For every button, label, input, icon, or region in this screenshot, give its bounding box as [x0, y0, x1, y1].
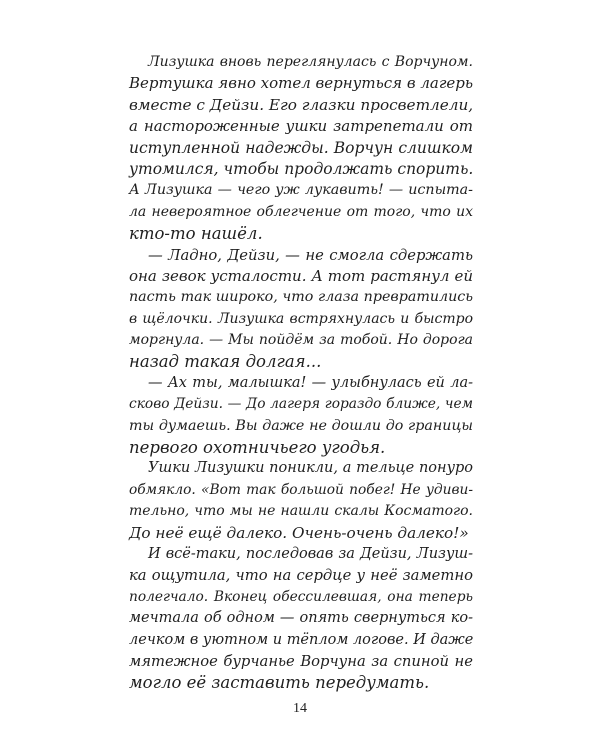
paragraph-5-line-2: ка ощутила, что на сердце у неё заметно [129, 567, 473, 585]
paragraph-3-line-3: ты думаешь. Вы даже не дошли до границы [129, 417, 473, 434]
paragraph-5-line-5: лечком в уютном и тёплом логове. И даже [129, 631, 474, 648]
paragraph-2-line-5: моргнула. — Мы пойдём за тобой. Но дорога [129, 332, 473, 349]
paragraph-1-line-2: Вертушка явно хотел вернуться в лагерь [129, 74, 474, 93]
paragraph-2-line-4: в щёлочки. Лизушка встряхнулась и быстро [129, 310, 473, 327]
page-number: 14 [293, 701, 307, 716]
paragraph-4-line-1: Ушки Лизушки поникли, а тельце понуро [148, 460, 473, 477]
paragraph-5-line-7: могло её заставить передумать. [129, 673, 430, 693]
paragraph-1-line-5: иступленной надежды. Ворчун слишком [129, 138, 473, 157]
paragraph-4-line-2: обмякло. «Вот так большой побег! Не удиви- [129, 481, 473, 498]
paragraph-3-line-2: сково Дейзи. — До лагеря гораздо ближе, чем [129, 396, 473, 413]
paragraph-1-line-9: кто-то нашёл. [129, 224, 263, 244]
paragraph-1-line-4: а настороженные ушки затрепетали от [129, 117, 473, 136]
paragraph-1-line-3: вместе с Дейзи. Его глазки просветлели, [129, 95, 474, 114]
paragraph-4-line-3: тельно, что мы не нашли скалы Косматого. [129, 503, 473, 520]
paragraph-1-line-6: утомился, чтобы продолжать спорить. [129, 159, 474, 178]
paragraph-3-line-1: — Ах ты, малышка! — улыбнулась ей ла- [148, 374, 473, 391]
paragraph-1-line-8: ла невероятное облегчение от того, что их [129, 203, 473, 220]
paragraph-2-line-2: она зевок усталости. А тот растянул ей [129, 266, 473, 285]
paragraph-5-line-3: полегчало. Вконец обессилевшая, она теперь [129, 588, 473, 605]
paragraph-2-line-6: назад такая долгая... [129, 352, 322, 372]
paragraph-5-line-1: И всё-таки, последовав за Дейзи, Лизуш- [148, 545, 473, 562]
paragraph-3-line-4: первого охотничьего угодья. [129, 438, 386, 458]
paragraph-2-line-1: — Ладно, Дейзи, — не смогла сдержать [148, 246, 473, 264]
paragraph-2-line-3: пасть так широко, что глаза превратились [129, 289, 473, 306]
paragraph-5-line-6: мятежное бурчанье Ворчуна за спиной не [129, 652, 473, 670]
paragraph-4-line-4: До неё ещё далеко. Очень-очень далеко!» [129, 523, 469, 542]
paragraph-5-line-4: мечтала об одном — опять свернуться ко- [129, 610, 473, 627]
paragraph-1-line-1: Лизушка вновь переглянулась с Ворчуном. [148, 54, 473, 70]
paragraph-1-line-7: А Лизушка — чего уж лукавить! — испыта- [129, 182, 473, 199]
body-text [129, 52, 473, 694]
